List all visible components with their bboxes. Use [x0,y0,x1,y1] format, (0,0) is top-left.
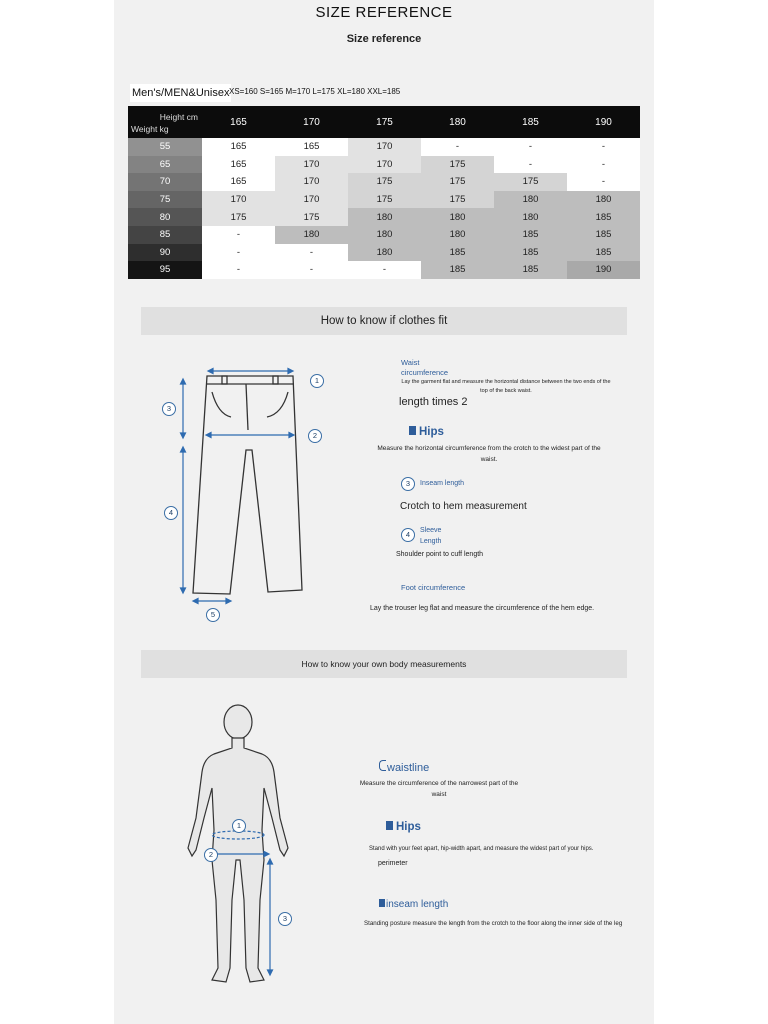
size-cell: 185 [421,244,494,262]
table-row [128,191,640,209]
size-cell: 165 [202,138,275,156]
inseam-marker: 3 [401,477,415,491]
marker-hips: 2 [308,429,322,443]
weight-label: Weight kg [131,124,169,134]
size-cell: 165 [202,156,275,174]
marker-foot: 5 [206,608,220,622]
size-cell: - [567,173,640,191]
table-row [128,261,640,279]
body-hips-row [386,821,421,833]
size-cell: 180 [348,244,421,262]
size-cell: 175 [348,173,421,191]
size-cell: 175 [494,173,567,191]
size-cell: 170 [275,156,348,174]
inseam-title: Inseam length [420,480,464,487]
size-cell: - [567,138,640,156]
table-row [128,138,640,156]
size-cell: 170 [348,138,421,156]
sleeve-desc: Shoulder point to cuff length [396,551,484,558]
waistline-title: waistline [387,762,430,774]
foot-title: Foot circumference [401,583,466,592]
ruler-icon [379,899,385,907]
size-cell: 185 [421,261,494,279]
size-table [128,106,640,279]
size-cell: 185 [494,226,567,244]
size-guide-page [114,0,654,1024]
size-cell: 180 [494,208,567,226]
height-header: 180 [421,106,494,138]
waist-title: Waist circumference [401,358,449,377]
height-header: 175 [348,106,421,138]
size-cell: 185 [494,261,567,279]
waistline-desc: Measure the circumference of the narrowest part of the waist [359,780,519,798]
size-cell: 180 [275,226,348,244]
question-icon [386,821,393,830]
size-cell: 170 [202,191,275,209]
size-cell: - [202,261,275,279]
weight-cell: 85 [128,226,202,244]
table-row [128,208,640,226]
body-marker-waist: 1 [232,819,246,833]
size-cell: 185 [567,244,640,262]
hips-desc: Measure the horizontal circumference from the crotch to the widest part of the waist. [377,445,601,463]
waistline-icon [379,760,386,771]
size-cell: 180 [421,208,494,226]
body-diagram [174,700,314,990]
marker-length: 4 [164,506,178,520]
body-hips-extra: perimeter [378,860,408,867]
table-row [128,173,640,191]
size-cell: 185 [494,244,567,262]
size-category: Men's/MEN&Unisex [130,84,231,102]
weight-cell: 55 [128,138,202,156]
height-label: Height cm [159,112,198,122]
height-header: 170 [275,106,348,138]
size-cell: 190 [567,261,640,279]
body-hips-title: Hips [396,821,421,833]
size-cell: 175 [421,156,494,174]
size-cell: 170 [348,156,421,174]
size-cell: 180 [348,208,421,226]
size-cell: - [421,138,494,156]
size-cell: 180 [494,191,567,209]
body-marker-inseam: 3 [278,912,292,926]
body-inseam-row [379,899,448,910]
size-cell: - [275,261,348,279]
table-row [128,226,640,244]
table-corner [128,106,202,138]
waist-extra: length times 2 [399,396,468,408]
marker-waist: 1 [310,374,324,388]
size-cell: 165 [275,138,348,156]
size-cell: - [494,138,567,156]
hips-row [409,426,444,438]
size-cell: 180 [421,226,494,244]
page-title: SIZE REFERENCE [315,4,453,21]
size-cell: - [202,244,275,262]
table-row [128,244,640,262]
weight-cell: 80 [128,208,202,226]
waist-desc: Lay the garment flat and measure the horizontal distance between the two ends of the top of the back waist. [401,379,611,394]
weight-cell: 95 [128,261,202,279]
fit-section-title: How to know if clothes fit [141,307,627,335]
body-inseam-title: inseam length [386,899,449,910]
foot-desc: Lay the trouser leg flat and measure the circumference of the hem edge. [370,605,595,612]
size-cell: - [567,156,640,174]
body-hips-desc: Stand with your feet apart, hip-width apart, and measure the widest part of your hips. [369,846,594,852]
size-codes: XS=160 S=165 M=170 L=175 XL=180 XXL=185 [229,87,401,96]
weight-cell: 70 [128,173,202,191]
page-subtitle: Size reference [346,33,422,45]
marker-inseam: 3 [162,402,176,416]
size-cell: 180 [348,226,421,244]
weight-cell: 90 [128,244,202,262]
weight-cell: 65 [128,156,202,174]
height-header: 185 [494,106,567,138]
size-cell: 165 [202,173,275,191]
height-header: 165 [202,106,275,138]
size-cell: 170 [275,191,348,209]
body-section-title: How to know your own body measurements [141,650,627,678]
body-marker-hips: 2 [204,848,218,862]
hips-title: Hips [419,426,444,438]
sleeve-title: Sleeve Length [420,527,442,545]
size-cell: - [202,226,275,244]
sleeve-marker: 4 [401,528,415,542]
size-cell: 175 [202,208,275,226]
waistline-row [379,760,429,774]
height-header: 190 [567,106,640,138]
table-row [128,156,640,174]
size-cell: - [275,244,348,262]
size-cell: 175 [421,191,494,209]
size-cell: 185 [567,226,640,244]
size-cell: - [348,261,421,279]
size-cell: 175 [275,208,348,226]
size-cell: - [494,156,567,174]
size-cell: 175 [348,191,421,209]
inseam-desc: Crotch to hem measurement [400,501,527,512]
size-cell: 180 [567,191,640,209]
size-cell: 185 [567,208,640,226]
size-cell: 170 [275,173,348,191]
weight-cell: 75 [128,191,202,209]
size-cell: 175 [421,173,494,191]
body-inseam-desc: Standing posture measure the length from the crotch to the floor along the inner side of the leg [364,920,623,927]
trousers-diagram [154,362,334,632]
size-table-header [128,106,640,138]
question-icon [409,426,416,435]
